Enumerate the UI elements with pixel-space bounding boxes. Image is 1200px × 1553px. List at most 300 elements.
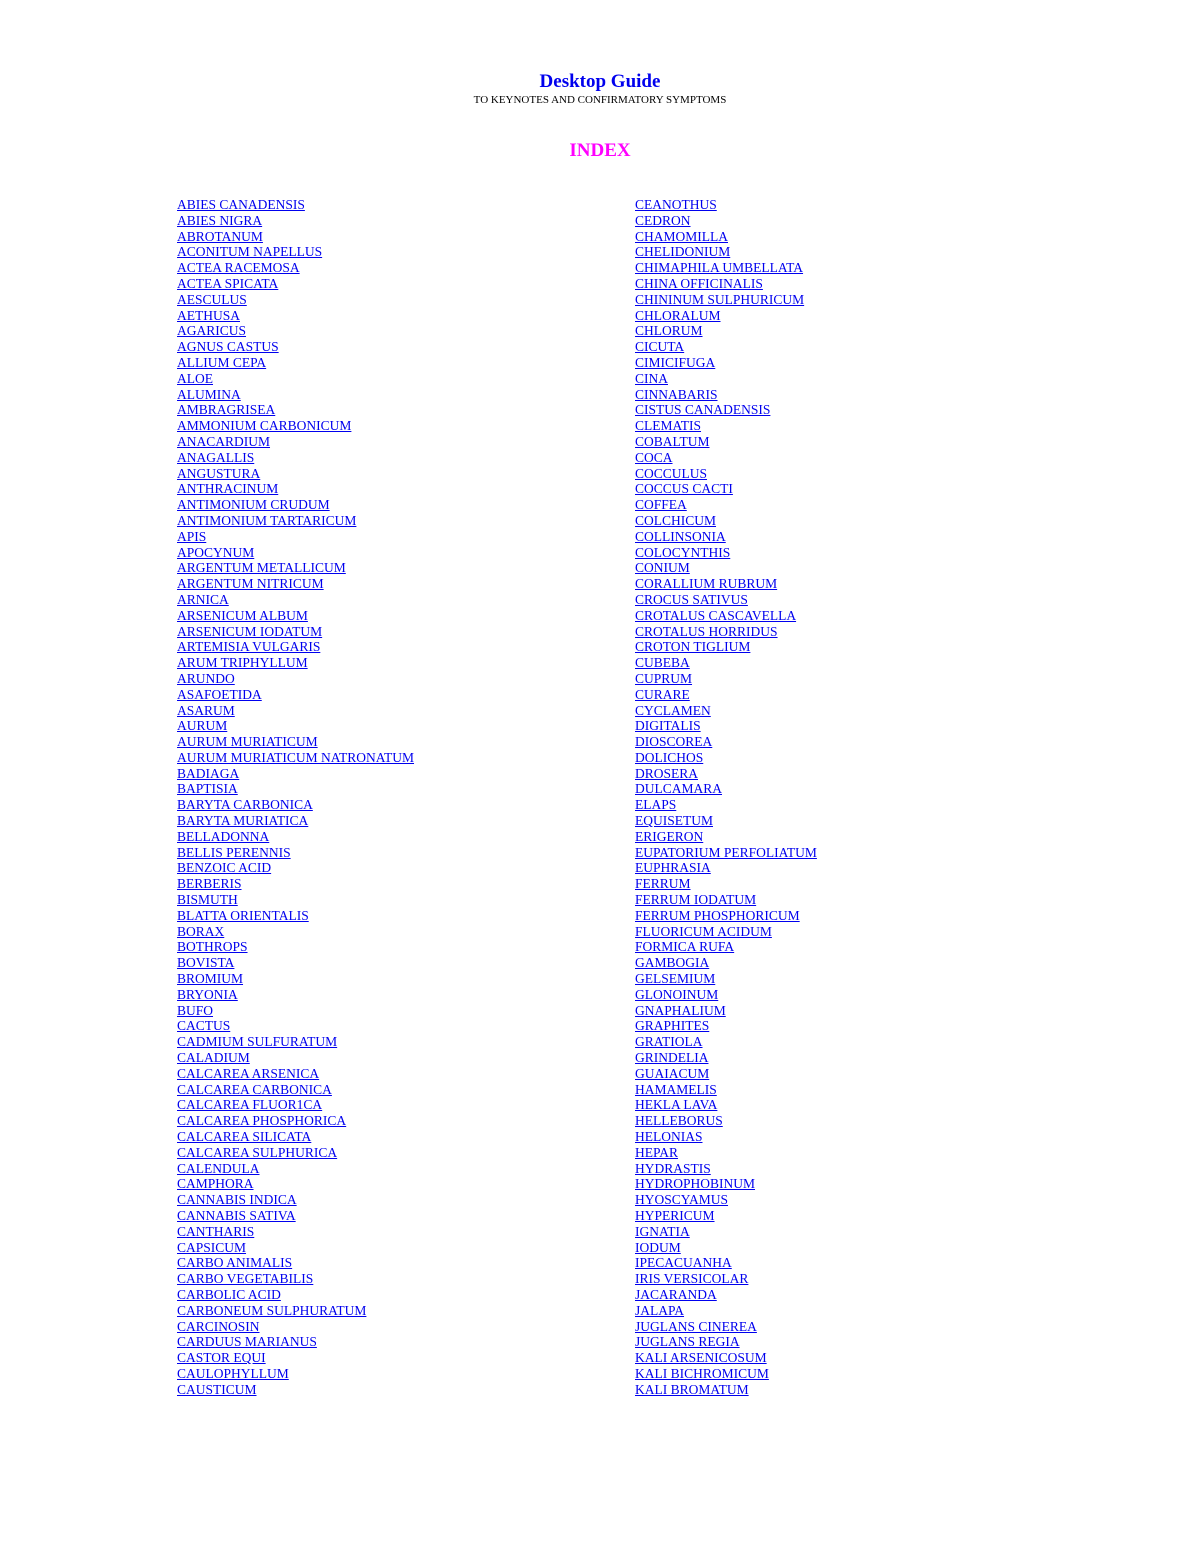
index-entry [635,308,817,324]
index-entry [635,1224,817,1240]
remedy-link[interactable]: ARGENTUM NITRICUM [177,576,324,592]
remedy-link[interactable]: ALUMINA [177,386,241,402]
remedy-link[interactable]: ANTIMONIUM CRUDUM [177,497,330,513]
remedy-link[interactable]: CALCAREA SILICATA [177,1129,312,1145]
index-entry [635,1255,817,1271]
index-entry [177,1319,414,1335]
index-heading: INDEX [569,140,631,161]
remedy-link[interactable]: CARCINOSIN [177,1318,260,1334]
index-entry [177,908,414,924]
index-entry [635,829,817,845]
remedy-link[interactable]: CAULOPHYLLUM [177,1365,289,1381]
remedy-link[interactable]: GRAPHITES [635,1018,710,1034]
index-entry [177,355,414,371]
index-entry [177,829,414,845]
index-entry [635,750,817,766]
remedy-link[interactable]: CAUSTICUM [177,1381,257,1397]
remedy-link[interactable]: CROTON TIGLIUM [635,639,751,655]
index-entry [635,560,817,576]
remedy-link[interactable]: BENZOIC ACID [177,860,272,876]
index-entry [177,892,414,908]
index-entry [635,418,817,434]
index-entry [635,1303,817,1319]
index-entry [177,402,414,418]
remedy-link[interactable]: AURUM MURIATICUM NATRONATUM [177,749,415,765]
index-entry [177,781,414,797]
index-entry [177,1287,414,1303]
remedy-link[interactable]: BELLADONNA [177,828,270,844]
remedy-link[interactable]: AGNUS CASTUS [177,339,279,355]
remedy-link[interactable]: BARYTA MURIATICA [177,813,309,829]
remedy-link[interactable]: CARBO VEGETABILIS [177,1271,314,1287]
index-entry [635,892,817,908]
remedy-link[interactable]: CICUTA [635,339,685,355]
remedy-link[interactable]: FORMICA RUFA [635,939,735,955]
remedy-link[interactable]: BRYONIA [177,986,238,1002]
remedy-link[interactable]: HEPAR [635,1144,679,1160]
remedy-link[interactable]: CYCLAMEN [635,702,711,718]
remedy-link[interactable]: ALLIUM CEPA [177,354,267,370]
index-entry [635,466,817,482]
index-entry [635,260,817,276]
remedy-link[interactable]: CALENDULA [177,1160,260,1176]
remedy-link[interactable]: BADIAGA [177,765,240,781]
remedy-link[interactable]: FLUORICUM ACIDUM [635,923,772,939]
remedy-link[interactable]: ASAFOETIDA [177,686,262,702]
index-entry [177,703,414,719]
index-entry [177,576,414,592]
index-entry [177,308,414,324]
remedy-link[interactable]: DULCAMARA [635,781,723,797]
index-entry [635,434,817,450]
index-entry [635,1003,817,1019]
remedy-link[interactable]: HELONIAS [635,1129,703,1145]
remedy-link[interactable]: DROSERA [635,765,699,781]
index-entry [635,229,817,245]
remedy-link[interactable]: AESCULUS [177,291,247,307]
index-entry [635,955,817,971]
remedy-link[interactable]: CALCAREA SULPHURICA [177,1144,338,1160]
index-entry [177,450,414,466]
remedy-link[interactable]: ABIES NIGRA [177,212,263,228]
remedy-link[interactable]: CONIUM [635,560,690,576]
remedy-link[interactable]: BUFO [177,1002,214,1018]
remedy-link[interactable]: CUBEBA [635,655,690,671]
index-entry [635,1097,817,1113]
remedy-link[interactable]: BROMIUM [177,971,244,987]
index-entry [177,1303,414,1319]
index-entry [177,1034,414,1050]
remedy-link[interactable]: FERRUM IODATUM [635,892,757,908]
remedy-link[interactable]: CHELIDONIUM [635,244,731,260]
index-entry [635,1287,817,1303]
index-entry [177,1208,414,1224]
index-entry [635,797,817,813]
index-entry [177,1382,414,1398]
remedy-link[interactable]: DOLICHOS [635,749,704,765]
remedy-link[interactable]: HYDROPHOBINUM [635,1176,756,1192]
document-subtitle: TO KEYNOTES AND CONFIRMATORY SYMPTOMS [473,94,727,106]
index-entry [177,1050,414,1066]
index-entry [635,624,817,640]
index-entry [177,1350,414,1366]
index-entry [177,766,414,782]
remedy-link[interactable]: HYDRASTIS [635,1160,711,1176]
remedy-link[interactable]: BLATTA ORIENTALIS [177,907,309,923]
remedy-link[interactable]: COLOCYNTHIS [635,544,731,560]
index-entry [177,276,414,292]
remedy-link[interactable]: ALOE [177,370,213,386]
index-entry [177,244,414,260]
remedy-link[interactable]: GAMBOGIA [635,955,710,971]
remedy-link[interactable]: BAPTISIA [177,781,238,797]
index-entry [635,402,817,418]
index-entry [177,1161,414,1177]
index-entry [177,608,414,624]
index-entry [635,1129,817,1145]
remedy-link[interactable]: COCCUS CACTI [635,481,733,497]
index-entry [635,529,817,545]
index-entry [177,292,414,308]
index-entry [177,924,414,940]
remedy-link[interactable]: CROTALUS HORRIDUS [635,623,778,639]
index-entry [177,1255,414,1271]
remedy-link[interactable]: BISMUTH [177,892,238,908]
remedy-link[interactable]: GNAPHALIUM [635,1002,726,1018]
index-entry [177,1240,414,1256]
remedy-link[interactable]: ERIGERON [635,828,704,844]
index-entry [177,845,414,861]
index-entry [635,1145,817,1161]
remedy-link[interactable]: FERRUM PHOSPHORICUM [635,907,800,923]
remedy-link[interactable]: HYOSCYAMUS [635,1192,729,1208]
index-entry [177,639,414,655]
index-entry [177,1066,414,1082]
index-entry [635,939,817,955]
remedy-link[interactable]: CISTUS CANADENSIS [635,402,771,418]
index-entry [177,987,414,1003]
remedy-link[interactable]: EUPHRASIA [635,860,711,876]
remedy-link[interactable]: IGNATIA [635,1223,690,1239]
index-entry [635,813,817,829]
index-entry [177,734,414,750]
index-entry [177,624,414,640]
remedy-link[interactable]: KALI BROMATUM [635,1381,749,1397]
index-entry [177,1366,414,1382]
remedy-link[interactable]: CALCAREA FLUOR1CA [177,1097,323,1113]
index-entry [177,1082,414,1098]
index-entry [635,292,817,308]
remedy-link[interactable]: AETHUSA [177,307,240,323]
remedy-link[interactable]: IPECACUANHA [635,1255,732,1271]
index-entry [177,1018,414,1034]
remedy-link[interactable]: ARGENTUM METALLICUM [177,560,346,576]
remedy-link[interactable]: GUAIACUM [635,1065,710,1081]
remedy-link[interactable]: BERBERIS [177,876,242,892]
remedy-link[interactable]: KALI BICHROMICUM [635,1365,769,1381]
index-entry [635,718,817,734]
remedy-link[interactable]: CANNABIS SATIVA [177,1208,296,1223]
index-entry [177,339,414,355]
index-entry [635,213,817,229]
remedy-link[interactable]: GRINDELIA [635,1050,709,1066]
index-entry [635,1176,817,1192]
index-entry [635,1113,817,1129]
index-entry [635,355,817,371]
remedy-link[interactable]: AURUM MURIATICUM [177,734,318,750]
remedy-link[interactable]: CASTOR EQUI [177,1350,266,1366]
index-entry [177,529,414,545]
index-entry [635,1082,817,1098]
index-entry [635,1382,817,1398]
remedy-link[interactable]: CHINA OFFICINALIS [635,275,763,291]
index-entry [635,655,817,671]
remedy-link[interactable]: DIOSCOREA [635,734,713,750]
index-entry [635,1192,817,1208]
remedy-link[interactable]: CIMICIFUGA [635,354,716,370]
index-entry [635,513,817,529]
remedy-link[interactable]: ANACARDIUM [177,433,271,449]
remedy-link[interactable]: AGARICUS [177,323,247,339]
index-entry [177,1129,414,1145]
remedy-link[interactable]: COCA [635,449,673,465]
index-entry [177,1176,414,1192]
remedy-link[interactable]: COLCHICUM [635,512,717,528]
index-entry [177,1224,414,1240]
remedy-link[interactable]: ABIES CANADENSIS [177,197,305,212]
index-entry [635,1319,817,1335]
index-entry [177,1145,414,1161]
remedy-link[interactable]: CINNABARIS [635,386,718,402]
index-entry [635,1034,817,1050]
remedy-link[interactable]: COBALTUM [635,433,710,449]
index-entry [177,687,414,703]
remedy-link[interactable]: HYPERICUM [635,1208,715,1223]
remedy-link[interactable]: BOVISTA [177,955,235,971]
remedy-link[interactable]: BARYTA CARBONICA [177,797,313,813]
remedy-link[interactable]: EQUISETUM [635,813,713,829]
index-entry [635,244,817,260]
remedy-link[interactable]: AMBRAGRISEA [177,402,276,418]
remedy-link[interactable]: CINA [635,370,668,386]
index-entry [635,576,817,592]
remedy-link[interactable]: CALCAREA ARSENICA [177,1065,320,1081]
remedy-link[interactable]: ARUNDO [177,670,235,686]
index-entry [635,924,817,940]
remedy-link[interactable]: IRIS VERSICOLAR [635,1271,749,1287]
remedy-link[interactable]: IODUM [635,1239,681,1255]
remedy-link[interactable]: HEKLA LAVA [635,1097,718,1113]
index-entry [177,655,414,671]
remedy-link[interactable]: JALAPA [635,1302,685,1318]
remedy-link[interactable]: EUPATORIUM PERFOLIATUM [635,844,817,860]
remedy-link[interactable]: HELLEBORUS [635,1113,723,1129]
index-entry [177,260,414,276]
index-entry [177,213,414,229]
remedy-link[interactable]: BELLIS PERENNIS [177,844,291,860]
index-entry [177,1334,414,1350]
index-entry [177,545,414,561]
index-entry [635,987,817,1003]
remedy-link[interactable]: ARTEMISIA VULGARIS [177,639,321,655]
index-entry [635,545,817,561]
remedy-link[interactable]: CARBO ANIMALIS [177,1255,293,1271]
document-header [0,70,1200,107]
index-entry [177,387,414,403]
remedy-link[interactable]: COCCULUS [635,465,708,481]
index-entry [635,1366,817,1382]
index-entry [177,197,414,213]
index-entry [177,371,414,387]
remedy-link[interactable]: KALI ARSENICOSUM [635,1350,767,1366]
index-entry [177,939,414,955]
index-entry [635,276,817,292]
remedy-link[interactable]: CALCAREA PHOSPHORICA [177,1113,347,1129]
index-entry [635,1018,817,1034]
remedy-link[interactable]: CANTHARIS [177,1223,255,1239]
index-entry [177,813,414,829]
remedy-link[interactable]: CHIMAPHILA UMBELLATA [635,260,804,276]
index-entry [635,197,817,213]
remedy-link[interactable]: AURUM [177,718,228,734]
remedy-link[interactable]: CANNABIS INDICA [177,1192,297,1208]
index-entry [635,781,817,797]
index-entry [177,1192,414,1208]
index-entry [177,323,414,339]
index-entry [635,845,817,861]
index-entry [177,671,414,687]
index-entry [635,1208,817,1224]
index-entry [177,434,414,450]
index-entry [635,592,817,608]
remedy-link[interactable]: GRATIOLA [635,1034,703,1050]
remedy-link[interactable]: JUGLANS CINEREA [635,1318,757,1334]
index-entry [635,766,817,782]
index-entry [635,371,817,387]
index-entry [177,418,414,434]
remedy-link[interactable]: CARBONEUM SULPHURATUM [177,1302,367,1318]
remedy-link[interactable]: ACTEA SPICATA [177,275,279,291]
remedy-link[interactable]: CHLORALUM [635,307,721,323]
index-entry [635,876,817,892]
index-entry [177,860,414,876]
index-entry [635,1161,817,1177]
index-entry [635,703,817,719]
remedy-link[interactable]: CALCAREA CARBONICA [177,1081,332,1097]
remedy-link[interactable]: ANAGALLIS [177,449,255,465]
index-entry [177,513,414,529]
remedy-link[interactable]: CLEMATIS [635,418,702,434]
index-entry [635,1334,817,1350]
index-entry [635,339,817,355]
remedy-link[interactable]: ACONITUM NAPELLUS [177,244,323,260]
remedy-link[interactable]: COLLINSONIA [635,528,726,544]
index-entry [635,323,817,339]
index-entry [635,481,817,497]
remedy-link[interactable]: ARUM TRIPHYLLUM [177,655,308,671]
remedy-link[interactable]: CALADIUM [177,1050,250,1066]
index-entry [635,908,817,924]
remedy-link[interactable]: CHLORUM [635,323,703,339]
remedy-link[interactable]: FERRUM [635,876,691,892]
remedy-link[interactable]: CUPRUM [635,670,693,686]
remedy-link[interactable]: CAPSICUM [177,1239,247,1255]
index-entry [635,1240,817,1256]
index-entry [635,671,817,687]
remedy-link[interactable]: CORALLIUM RUBRUM [635,576,778,592]
index-entry [177,971,414,987]
index-entry [177,1271,414,1287]
remedy-link[interactable]: CURARE [635,686,690,702]
remedy-link[interactable]: CARDUUS MARIANUS [177,1334,317,1350]
remedy-link[interactable]: CHAMOMILLA [635,228,728,244]
index-entry [177,797,414,813]
remedy-link[interactable]: ARSENICUM IODATUM [177,623,323,639]
index-entry [177,229,414,245]
remedy-link[interactable]: CACTUS [177,1018,231,1034]
remedy-link[interactable]: AMMONIUM CARBONICUM [177,418,352,434]
index-entry [177,1097,414,1113]
index-entry [635,734,817,750]
index-entry [177,750,414,766]
remedy-link[interactable]: JUGLANS REGIA [635,1334,740,1350]
remedy-link[interactable]: BOTHROPS [177,939,248,955]
index-column-left [177,197,414,1398]
index-entry [177,497,414,513]
remedy-link[interactable]: CHININUM SULPHURICUM [635,291,805,307]
index-entry [635,387,817,403]
index-entry [177,592,414,608]
remedy-link[interactable]: DIGITALIS [635,718,701,734]
remedy-link[interactable]: ARNICA [177,591,229,607]
remedy-link[interactable]: CEANOTHUS [635,197,717,212]
index-entry [177,955,414,971]
remedy-link[interactable]: ARSENICUM ALBUM [177,607,308,623]
index-entry [177,466,414,482]
document-title: Desktop Guide [539,71,661,92]
remedy-link[interactable]: CROCUS SATIVUS [635,591,748,607]
remedy-link[interactable]: ANGUSTURA [177,465,261,481]
remedy-link[interactable]: ANTIMONIUM TARTARICUM [177,512,357,528]
remedy-link[interactable]: JACARANDA [635,1286,717,1302]
index-entry [635,1271,817,1287]
remedy-link[interactable]: CROTALUS CASCAVELLA [635,607,797,623]
remedy-link[interactable]: ACTEA RACEMOSA [177,260,300,276]
remedy-link[interactable]: CAMPHORA [177,1176,254,1192]
remedy-link[interactable]: CADMIUM SULFURATUM [177,1034,338,1050]
index-entry [177,718,414,734]
index-entry [177,876,414,892]
remedy-link[interactable]: ABROTANUM [177,228,263,244]
remedy-link[interactable]: BORAX [177,923,225,939]
remedy-link[interactable]: ANTHRACINUM [177,481,279,497]
remedy-link[interactable]: APIS [177,528,207,544]
remedy-link[interactable]: GELSEMIUM [635,971,716,987]
index-entry [635,450,817,466]
remedy-link[interactable]: HAMAMELIS [635,1081,717,1097]
remedy-link[interactable]: CEDRON [635,212,691,228]
index-column-right [635,197,817,1398]
remedy-link[interactable]: APOCYNUM [177,544,255,560]
index-entry [635,497,817,513]
remedy-link[interactable]: COFFEA [635,497,687,513]
remedy-link[interactable]: CARBOLIC ACID [177,1286,281,1302]
index-entry [635,1050,817,1066]
remedy-link[interactable]: ASARUM [177,702,235,718]
remedy-link[interactable]: GLONOINUM [635,986,719,1002]
remedy-link[interactable]: ELAPS [635,797,677,813]
index-entry [177,481,414,497]
